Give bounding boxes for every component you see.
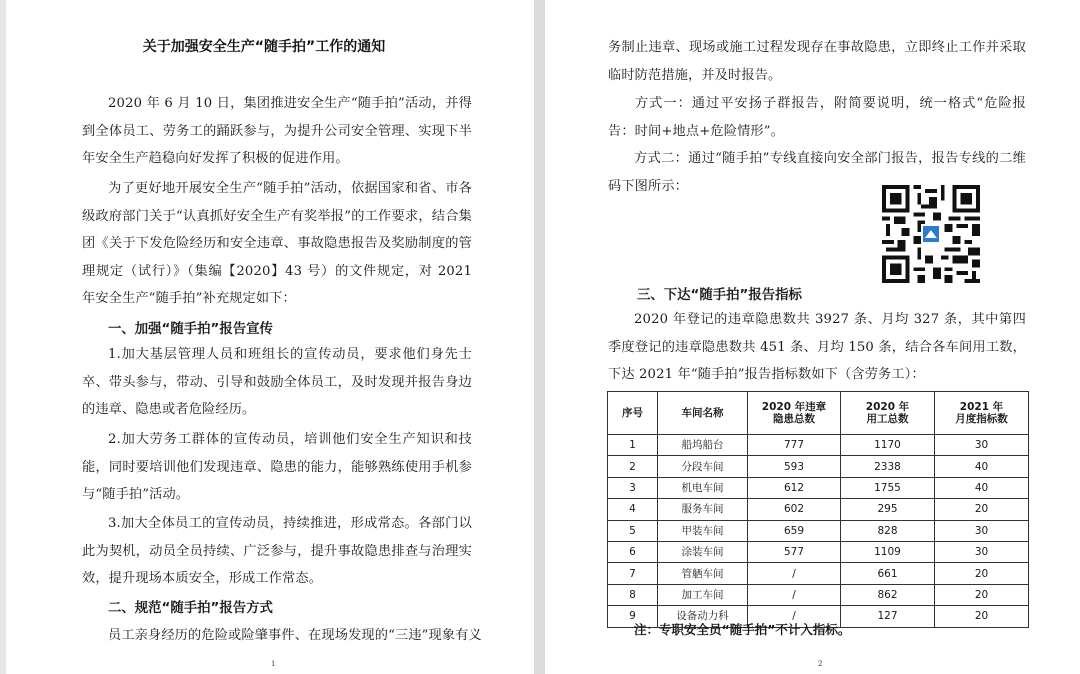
basis-text: 为了更好地开展安全生产“随手拍”活动，依据国家和省、市各级政府部门关于“认真抓好安全生产有奖举报”的工作要求，结合集团《关于下发危险经历和安全违章、事故隐患报告及奖励制度的管理规定（试行）》（集编【2020】43 号）的文件规定，对 2021 年安全生产“随手拍”补充规定如下： bbox=[82, 181, 472, 306]
section3-heading: 三、下达“随手拍”报告指标 bbox=[637, 288, 802, 303]
section2-paragraph bbox=[82, 622, 492, 650]
cell-violations: 593 bbox=[748, 456, 841, 477]
cell-workshop: 甲装车间 bbox=[658, 520, 748, 541]
continued-text: 务制止违章、现场或施工过程发现存在事故隐患，立即终止工作并采取临时防范措施，并及时报告。 bbox=[608, 40, 1026, 83]
item1-paragraph bbox=[82, 341, 472, 424]
method2-text: 方式二：通过“随手拍”专线直接向安全部门报告，报告专线的二维码下图所示： bbox=[608, 151, 1026, 194]
cell-quota: 20 bbox=[935, 606, 1029, 627]
item1-text: 1.加大基层管理人员和班组长的宣传动员，要求他们身先士卒、带头参与，带动、引导和鼓励全体员工，及时发现并报告身边的违章、隐患或者危险经历。 bbox=[82, 347, 472, 417]
cell-quota: 20 bbox=[935, 499, 1029, 520]
cell-workers: 295 bbox=[841, 499, 935, 520]
section1-heading: 一、加强“随手拍”报告宣传 bbox=[108, 322, 273, 337]
cell-index: 6 bbox=[608, 541, 658, 562]
continued-paragraph bbox=[608, 34, 1026, 89]
method1-paragraph bbox=[608, 90, 1026, 145]
cell-violations: / bbox=[748, 584, 841, 605]
cell-workshop: 加工车间 bbox=[658, 584, 748, 605]
cell-quota: 20 bbox=[935, 563, 1029, 584]
header-violations-2020: 2020 年违章 隐患总数 bbox=[748, 392, 841, 435]
cell-workshop: 船坞船台 bbox=[658, 435, 748, 456]
cell-violations: / bbox=[748, 563, 841, 584]
header-workshop: 车间名称 bbox=[658, 392, 748, 435]
cell-workers: 2338 bbox=[841, 456, 935, 477]
cell-workshop: 服务车间 bbox=[658, 499, 748, 520]
section3-paragraph bbox=[608, 306, 1026, 389]
cell-index: 5 bbox=[608, 520, 658, 541]
item2-text: 2.加大劳务工群体的宣传动员，培训他们安全生产知识和技能，同时要培训他们发现违章、隐患的能力，能够熟练使用手机参与“随手拍”活动。 bbox=[82, 432, 472, 502]
page-number-1: 1 bbox=[271, 660, 276, 668]
table-row bbox=[608, 477, 1029, 498]
cell-index: 8 bbox=[608, 584, 658, 605]
cell-workshop: 管舾车间 bbox=[658, 563, 748, 584]
quota-table bbox=[607, 391, 1029, 628]
header-quota-2021: 2021 年 月度指标数 bbox=[935, 392, 1029, 435]
header-index: 序号 bbox=[608, 392, 658, 435]
section2-heading: 二、规范“随手拍”报告方式 bbox=[108, 601, 273, 616]
intro-text: 2020 年 6 月 10 日，集团推进安全生产“随手拍”活动，并得到全体员工、劳务工的踊跃参与，为提升公司安全管理、实现下半年安全生产趋稳向好发挥了积极的促进作用。 bbox=[82, 96, 472, 166]
table-row bbox=[608, 563, 1029, 584]
hotline-qr-code bbox=[882, 185, 980, 283]
cell-quota: 30 bbox=[935, 435, 1029, 456]
basis-paragraph bbox=[82, 175, 472, 313]
section2-text: 员工亲身经历的危险或险肇事件、在现场发现的“三违”现象有义 bbox=[108, 628, 482, 643]
table-row bbox=[608, 520, 1029, 541]
intro-paragraph bbox=[82, 90, 472, 173]
cell-violations: 577 bbox=[748, 541, 841, 562]
cell-workers: 661 bbox=[841, 563, 935, 584]
table-row bbox=[608, 435, 1029, 456]
cell-index: 4 bbox=[608, 499, 658, 520]
cell-workers: 862 bbox=[841, 584, 935, 605]
cell-index: 2 bbox=[608, 456, 658, 477]
table-row bbox=[608, 456, 1029, 477]
cell-quota: 20 bbox=[935, 584, 1029, 605]
cell-workers: 1109 bbox=[841, 541, 935, 562]
cell-quota: 30 bbox=[935, 541, 1029, 562]
cell-workers: 1755 bbox=[841, 477, 935, 498]
cell-violations: 602 bbox=[748, 499, 841, 520]
cell-violations: 777 bbox=[748, 435, 841, 456]
section3-text: 2020 年登记的违章隐患数共 3927 条、月均 327 条，其中第四季度登记的违章隐患数共 451 条、月均 150 条，结合各车间用工数，下达 2021 年“随手拍”报告指标数如下（含劳务工）： bbox=[608, 312, 1026, 382]
cell-workers: 1170 bbox=[841, 435, 935, 456]
table-row bbox=[608, 584, 1029, 605]
cell-workshop: 涂装车间 bbox=[658, 541, 748, 562]
cell-violations: 659 bbox=[748, 520, 841, 541]
cell-workshop: 分段车间 bbox=[658, 456, 748, 477]
cell-index: 7 bbox=[608, 563, 658, 584]
cell-index: 1 bbox=[608, 435, 658, 456]
method1-text: 方式一：通过平安扬子群报告，附简要说明，统一格式“危险报告：时间+地点+危险情形”。 bbox=[608, 96, 1026, 139]
cell-workers: 828 bbox=[841, 520, 935, 541]
document-title: 关于加强安全生产“随手拍”工作的通知 bbox=[142, 39, 386, 55]
cell-workshop: 设备动力科 bbox=[658, 606, 748, 627]
table-note: 注：专职安全员“随手拍”不计入指标。 bbox=[634, 622, 851, 637]
cell-violations: / bbox=[748, 606, 841, 627]
page-number-2: 2 bbox=[818, 660, 823, 668]
item2-paragraph bbox=[82, 426, 472, 509]
cell-index: 9 bbox=[608, 606, 658, 627]
item3-text: 3.加大全体员工的宣传动员，持续推进，形成常态。各部门以此为契机，动员全员持续、广泛参与，提升事故隐患排查与治理实效，提升现场本质安全，形成工作常态。 bbox=[82, 516, 472, 586]
page-gap bbox=[534, 0, 545, 674]
cell-quota: 30 bbox=[935, 520, 1029, 541]
cell-workers: 127 bbox=[841, 606, 935, 627]
cell-index: 3 bbox=[608, 477, 658, 498]
cell-quota: 40 bbox=[935, 456, 1029, 477]
cell-quota: 40 bbox=[935, 477, 1029, 498]
item3-paragraph bbox=[82, 510, 472, 593]
table-header-row bbox=[608, 392, 1029, 435]
table-row bbox=[608, 499, 1029, 520]
cell-workshop: 机电车间 bbox=[658, 477, 748, 498]
header-workers-2020: 2020 年 用工总数 bbox=[841, 392, 935, 435]
table-row bbox=[608, 541, 1029, 562]
cell-violations: 612 bbox=[748, 477, 841, 498]
